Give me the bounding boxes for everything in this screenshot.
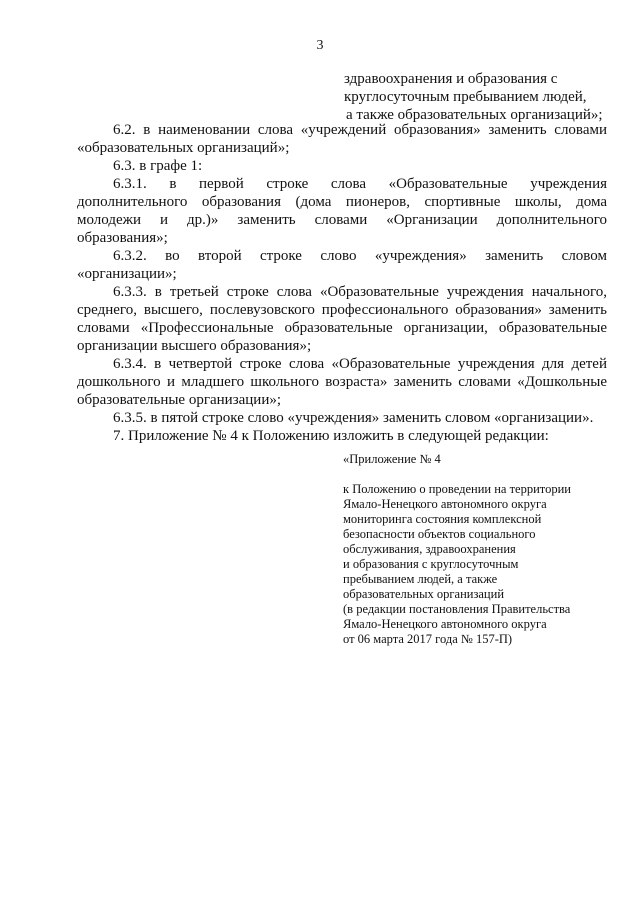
appendix-line: и образования с круглосуточным xyxy=(343,557,519,571)
appendix-line: образовательных организаций xyxy=(343,587,505,601)
page-number: 3 xyxy=(316,38,324,53)
appendix-line: обслуживания, здравоохранения xyxy=(343,542,516,556)
amendment-item-6-3-5: 6.3.5. в пятой строке слово «учреждения» заменить словом «организации». xyxy=(113,410,594,426)
amendment-body xyxy=(77,121,607,445)
appendix-line: (в редакции постановления Правительства xyxy=(343,602,571,616)
amendment-item-6-3-1: 6.3.1. в первой строке слова «Образовательные учреждения дополнительного образования (дома пионеров, спортивные школы, дома молодежи и др.)» заменить словами «Организации дополнительного образования»; xyxy=(77,176,607,246)
continuation-line: круглосуточным пребыванием людей, xyxy=(344,89,587,105)
appendix-line: от 06 марта 2017 года № 157-П) xyxy=(343,632,513,646)
appendix-line: Ямало-Ненецкого автономного округа xyxy=(343,497,547,511)
appendix-line: мониторинга состояния комплексной xyxy=(343,512,542,526)
continued-title-fragment xyxy=(344,70,614,124)
amendment-item-6-3: 6.3. в графе 1: xyxy=(113,158,203,174)
continuation-line: здравоохранения и образования с xyxy=(344,71,558,87)
appendix-title: «Приложение № 4 xyxy=(343,452,441,466)
continuation-line: а также образовательных организаций»; xyxy=(346,107,603,123)
appendix-line: к Положению о проведении на территории xyxy=(343,482,571,496)
amendment-item-6-3-2: 6.3.2. во второй строке слово «учреждения» заменить словом «организации»; xyxy=(77,248,607,282)
amendment-item-7: 7. Приложение № 4 к Положению изложить в следующей редакции: xyxy=(113,428,549,444)
appendix-line: Ямало-Ненецкого автономного округа xyxy=(343,617,547,631)
amendment-item-6-2: 6.2. в наименовании слова «учреждений образования» заменить словами «образовательных организаций»; xyxy=(77,122,607,156)
amendment-item-6-3-4: 6.3.4. в четвертой строке слова «Образовательные учреждения для детей дошкольного и младшего школьного возраста» заменить словами «Дошкольные образовательные организации»; xyxy=(77,356,607,408)
appendix-line: безопасности объектов социального xyxy=(343,527,536,541)
appendix-header-block xyxy=(343,452,613,647)
appendix-line: пребыванием людей, а также xyxy=(343,572,498,586)
amendment-item-6-3-3: 6.3.3. в третьей строке слова «Образовательные учреждения начального, среднего, высшего, послевузовского профессионального образования» заменить словами «Профессиональные образовательные организации, образовательные организации высшего образования»; xyxy=(77,284,607,354)
